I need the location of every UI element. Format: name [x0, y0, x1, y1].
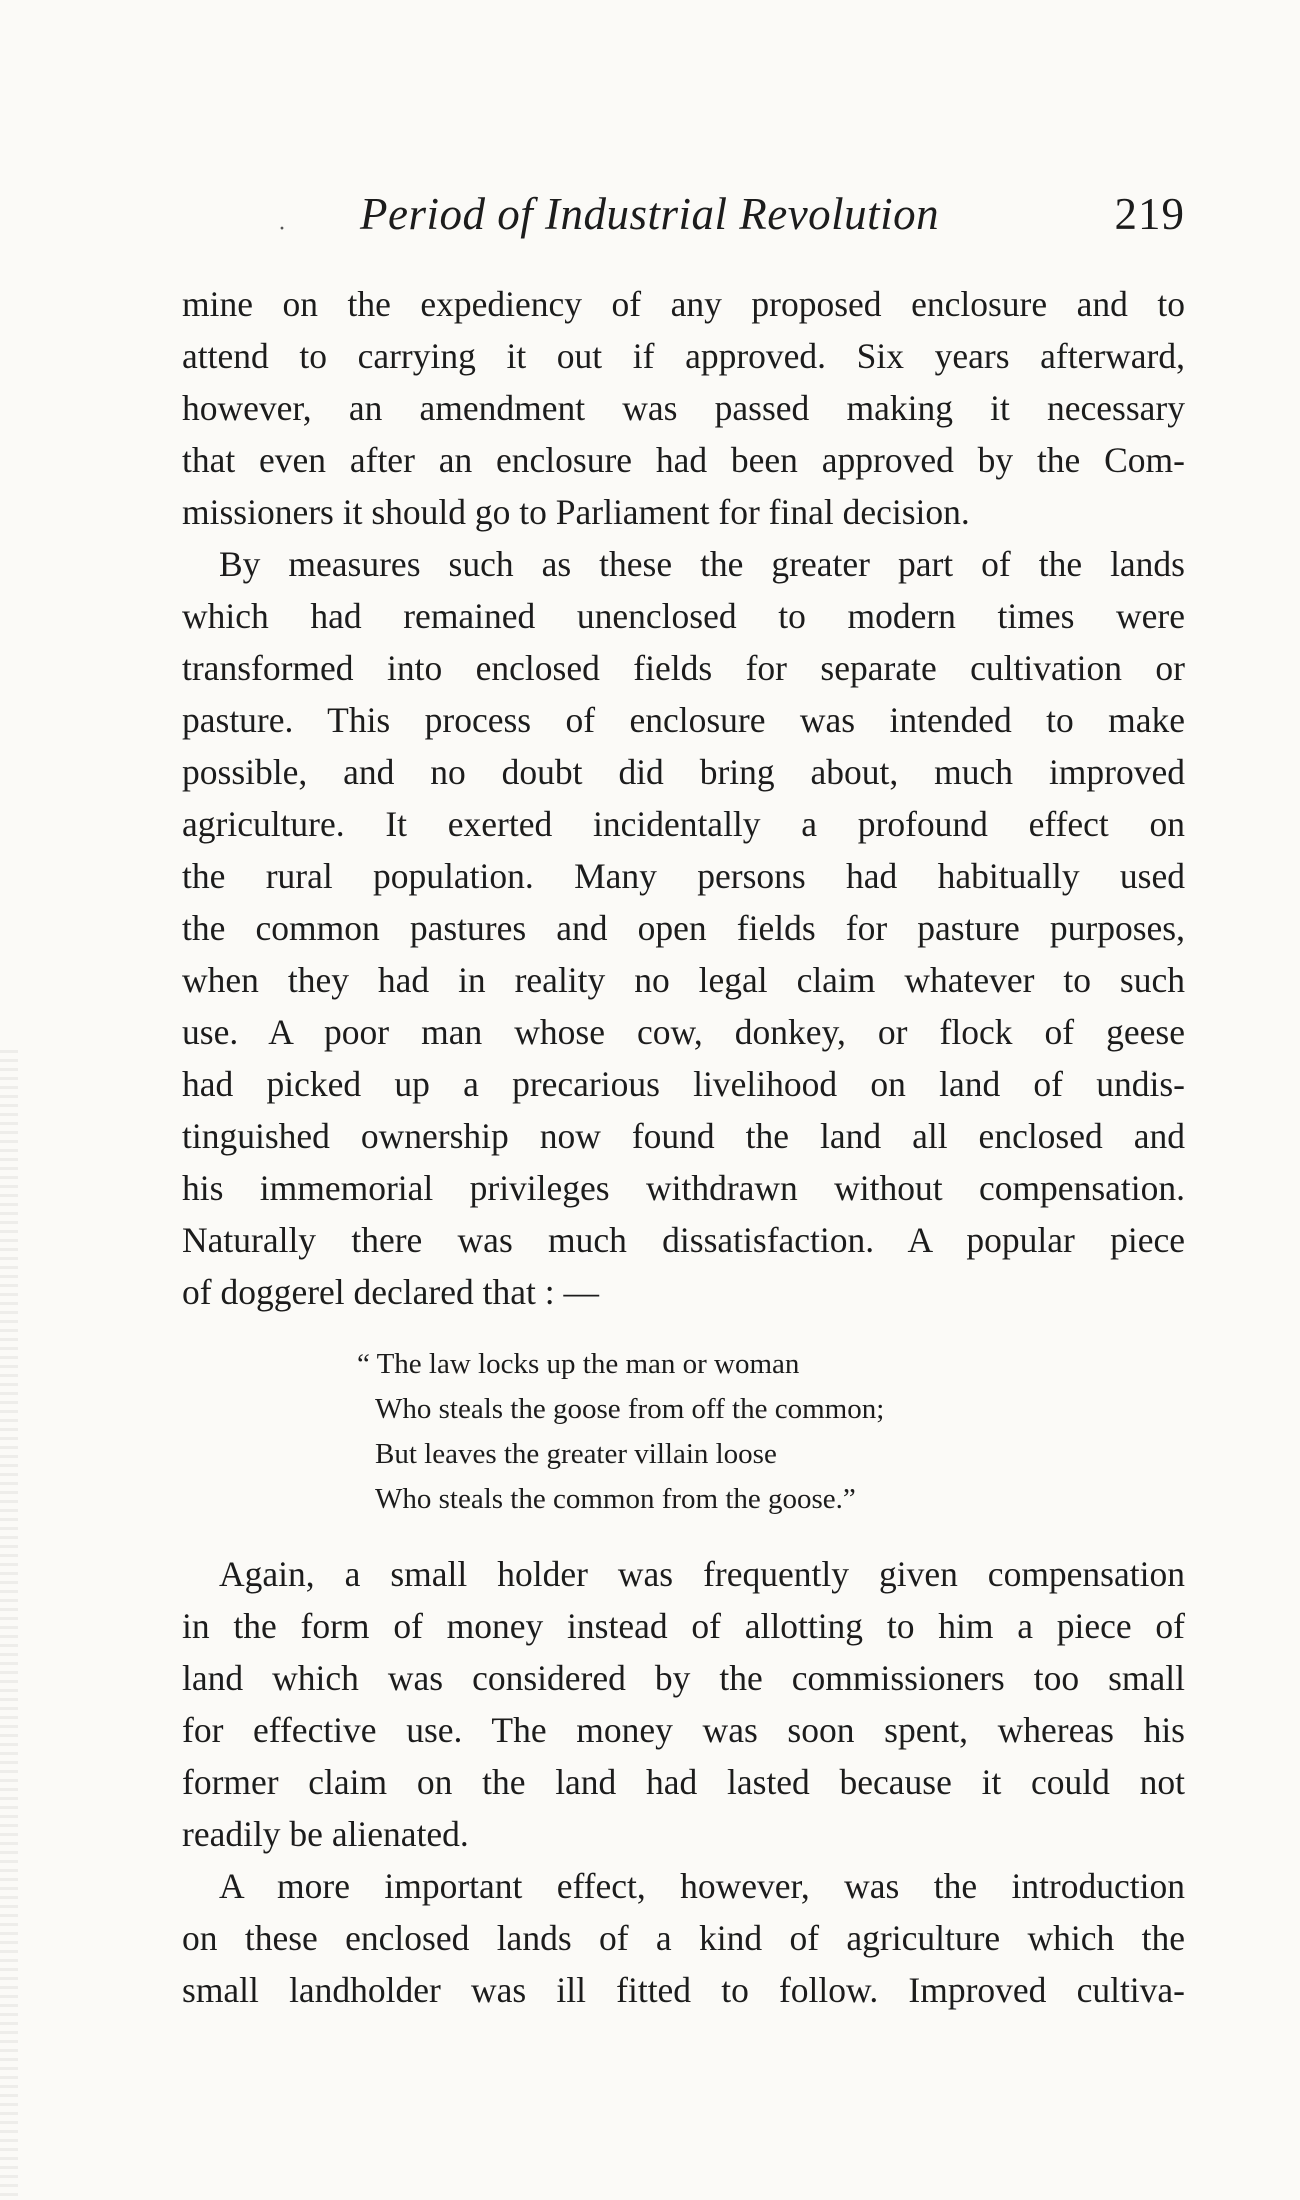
text-line: missioners it should go to Parliament for final decision.: [182, 492, 970, 532]
verse-line: Who steals the common from the goose.”: [375, 1483, 856, 1515]
verse-line: Who steals the goose from off the common;: [375, 1393, 885, 1425]
text-line: pasture. This process of enclosure was intended to make: [182, 700, 1185, 740]
text-line: that even after an enclosure had been approved by the Com-: [182, 440, 1185, 480]
text-line: mine on the expediency of any proposed enclosure and to: [182, 284, 1185, 324]
text-line: attend to carrying it out if approved. Six years afterward,: [182, 336, 1185, 376]
text-line: possible, and no doubt did bring about, much improved: [182, 752, 1185, 792]
text-line: former claim on the land had lasted because it could not: [182, 1762, 1185, 1802]
paragraph: [182, 1548, 1185, 1860]
text-line: A more important effect, however, was the introduction: [219, 1866, 1185, 1906]
paragraph: [182, 538, 1185, 1318]
paragraph: [182, 1860, 1185, 2016]
text-line: readily be alienated.: [182, 1814, 469, 1854]
text-line: in the form of money instead of allotting to him a piece of: [182, 1606, 1185, 1646]
paragraph: [182, 278, 1185, 538]
text-line: of doggerel declared that : —: [182, 1272, 599, 1312]
page-number: 219: [1114, 189, 1185, 239]
text-line: for effective use. The money was soon spent, whereas his: [182, 1710, 1185, 1750]
text-line: land which was considered by the commissioners too small: [182, 1658, 1185, 1698]
text-line: Again, a small holder was frequently given compensation: [219, 1554, 1185, 1594]
text-line: the rural population. Many persons had habitually used: [182, 856, 1185, 896]
header-dot-mark: ·: [278, 216, 286, 242]
text-line: small landholder was ill fitted to follow. Improved cultiva-: [182, 1970, 1185, 2010]
body-text: [182, 278, 1185, 2016]
text-line: tinguished ownership now found the land all enclosed and: [182, 1116, 1185, 1156]
text-line: his immemorial privileges withdrawn without compensation.: [182, 1168, 1185, 1208]
text-line: when they had in reality no legal claim whatever to such: [182, 960, 1185, 1000]
running-title: Period of Industrial Revolution: [360, 189, 940, 239]
text-line: By measures such as these the greater part of the lands: [219, 544, 1185, 584]
text-line: agriculture. It exerted incidentally a profound effect on: [182, 804, 1185, 844]
verse-line: “ The law locks up the man or woman: [357, 1348, 800, 1380]
text-line: use. A poor man whose cow, donkey, or flock of geese: [182, 1012, 1185, 1052]
verse-quote: [357, 1342, 1185, 1522]
text-line: however, an amendment was passed making it necessary: [182, 388, 1185, 428]
running-header: [182, 188, 1185, 248]
page-edge-shadow: [0, 1050, 18, 2200]
text-line: had picked up a precarious livelihood on land of undis-: [182, 1064, 1185, 1104]
text-line: the common pastures and open fields for pasture purposes,: [182, 908, 1185, 948]
text-line: which had remained unenclosed to modern times were: [182, 596, 1185, 636]
text-line: Naturally there was much dissatisfaction. A popular piece: [182, 1220, 1185, 1260]
text-line: on these enclosed lands of a kind of agriculture which the: [182, 1918, 1185, 1958]
verse-line: But leaves the greater villain loose: [375, 1438, 777, 1470]
text-line: transformed into enclosed fields for separate cultivation or: [182, 648, 1185, 688]
